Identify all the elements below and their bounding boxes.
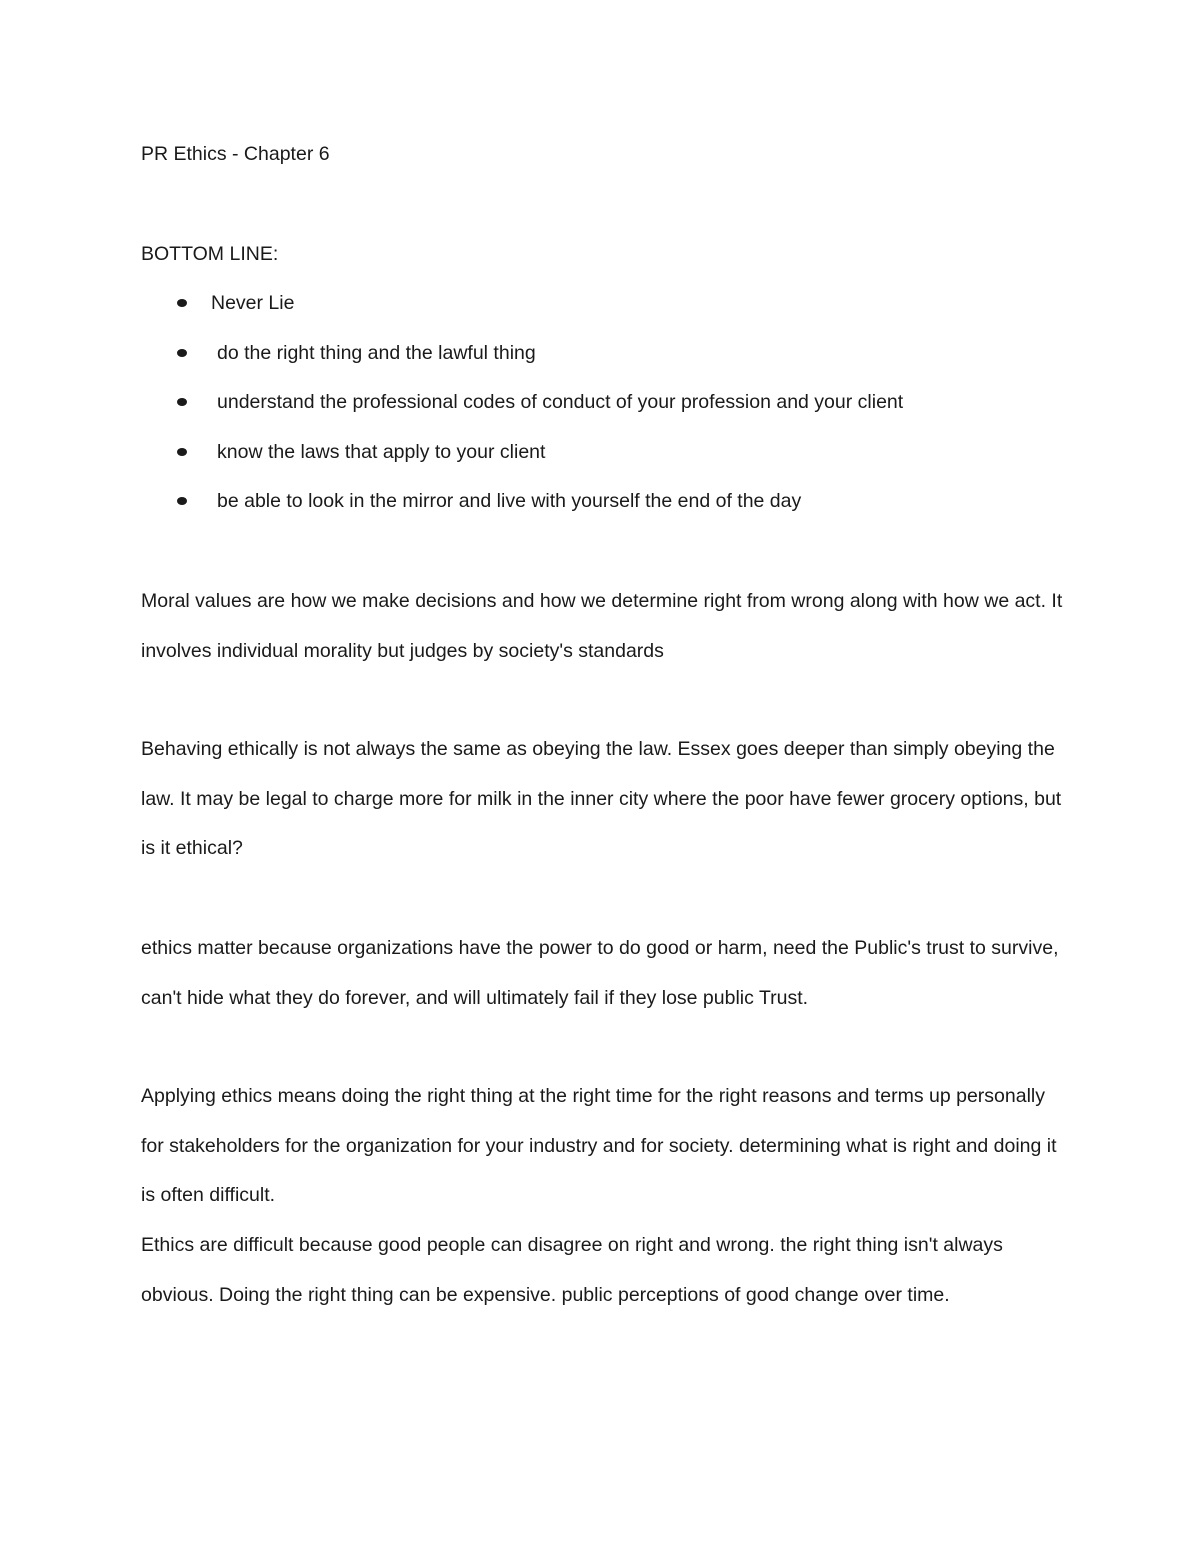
list-item-text: understand the professional codes of conduct of your profession and your client: [217, 391, 904, 413]
list-item-text: do the right thing and the lawful thing: [217, 341, 536, 364]
paragraph-ethics-difficult: Ethics are difficult because good people can disagree on right and wrong. the right thing isn't always obvious. Doing the right thing can be expensive. public perceptions of good change over time.: [141, 1234, 1003, 1306]
bullet-icon: [177, 448, 187, 456]
list-item-text: know the laws that apply to your client: [217, 440, 546, 463]
paragraph-ethics-matter: ethics matter because organizations have the power to do good or harm, need the Public's trust to survive, can't hide what they do forever, and will ultimately fail if they lose public Trust.: [141, 937, 1059, 1009]
bullet-icon: [177, 398, 187, 406]
paragraph-moral-values: Moral values are how we make decisions and how we determine right from wrong along with how we act. It involves individual morality but judges by society's standards: [141, 590, 1063, 662]
paragraph-applying-ethics: Applying ethics means doing the right thing at the right time for the right reasons and terms up personally for stakeholders for the organization for your industry and for society. determining what is right and doing it is often difficult.: [141, 1085, 1057, 1206]
document-title: PR Ethics - Chapter 6: [141, 143, 330, 165]
list-item-text: Never Lie: [211, 292, 295, 314]
bullet-icon: [177, 299, 187, 307]
bullet-icon: [177, 497, 187, 505]
section-heading: BOTTOM LINE:: [141, 243, 279, 265]
paragraph-behaving-ethically: Behaving ethically is not always the same as obeying the law. Essex goes deeper than simply obeying the law. It may be legal to charge more for milk in the inner city where the poor have fewer grocery options, but is it ethical?: [141, 738, 1062, 859]
bullet-icon: [177, 349, 187, 357]
list-item-text: be able to look in the mirror and live with yourself the end of the day: [217, 490, 802, 512]
